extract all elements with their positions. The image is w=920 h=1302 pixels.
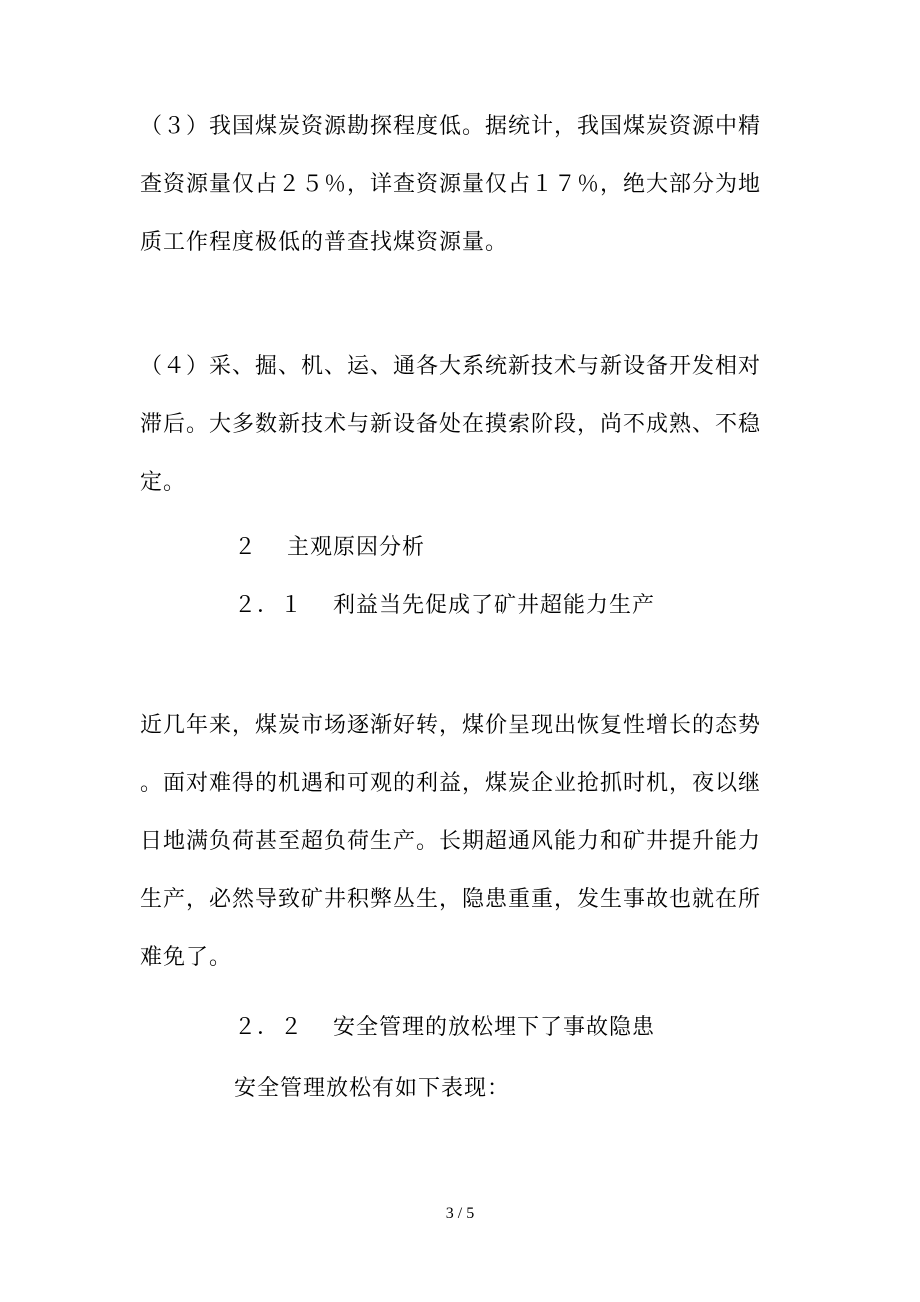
section-heading-2-1 — [234, 591, 655, 621]
paragraph-line: 日地满负荷甚至超负荷生产。长期超通风能力和矿井提升能力 — [140, 829, 762, 854]
section-heading-2 — [234, 533, 425, 563]
section-title: 主观原因分析 — [287, 535, 426, 560]
section-title: 安全管理的放松埋下了事故隐患 — [333, 1015, 656, 1040]
paragraph-market — [140, 697, 780, 987]
section-heading-2-2 — [234, 1013, 655, 1043]
paragraph-3 — [140, 98, 780, 272]
intro-text: 安全管理放松有如下表现： — [234, 1076, 511, 1101]
section-number: ２．２ — [234, 1015, 304, 1040]
paragraph-line: 质工作程度极低的普查找煤资源量。 — [140, 230, 509, 255]
section-number: ２．１ — [234, 593, 304, 618]
section-title: 利益当先促成了矿井超能力生产 — [333, 593, 656, 618]
paragraph-line: 定。 — [140, 470, 187, 495]
paragraph-line: 查资源量仅占２５％，详查资源量仅占１７％，绝大部分为地 — [140, 172, 762, 197]
paragraph-line: （４）采、掘、机、运、通各大系统新技术与新设备开发相对 — [140, 354, 762, 379]
paragraph-line: 难免了。 — [140, 945, 233, 970]
section-number: ２ — [234, 535, 258, 560]
page-number: 3 / 5 — [445, 1205, 475, 1222]
paragraph-line: （３）我国煤炭资源勘探程度低。据统计，我国煤炭资源中精 — [140, 114, 762, 139]
intro-line — [234, 1074, 510, 1104]
paragraph-line: 滞后。大多数新技术与新设备处在摸索阶段，尚不成熟、不稳 — [140, 412, 762, 437]
paragraph-line: 。面对难得的机遇和可观的利益，煤炭企业抢抓时机，夜以继 — [140, 771, 762, 796]
paragraph-line: 生产，必然导致矿井积弊丛生，隐患重重，发生事故也就在所 — [140, 887, 762, 912]
paragraph-4 — [140, 338, 780, 512]
paragraph-line: 近几年来，煤炭市场逐渐好转，煤价呈现出恢复性增长的态势 — [140, 713, 762, 738]
